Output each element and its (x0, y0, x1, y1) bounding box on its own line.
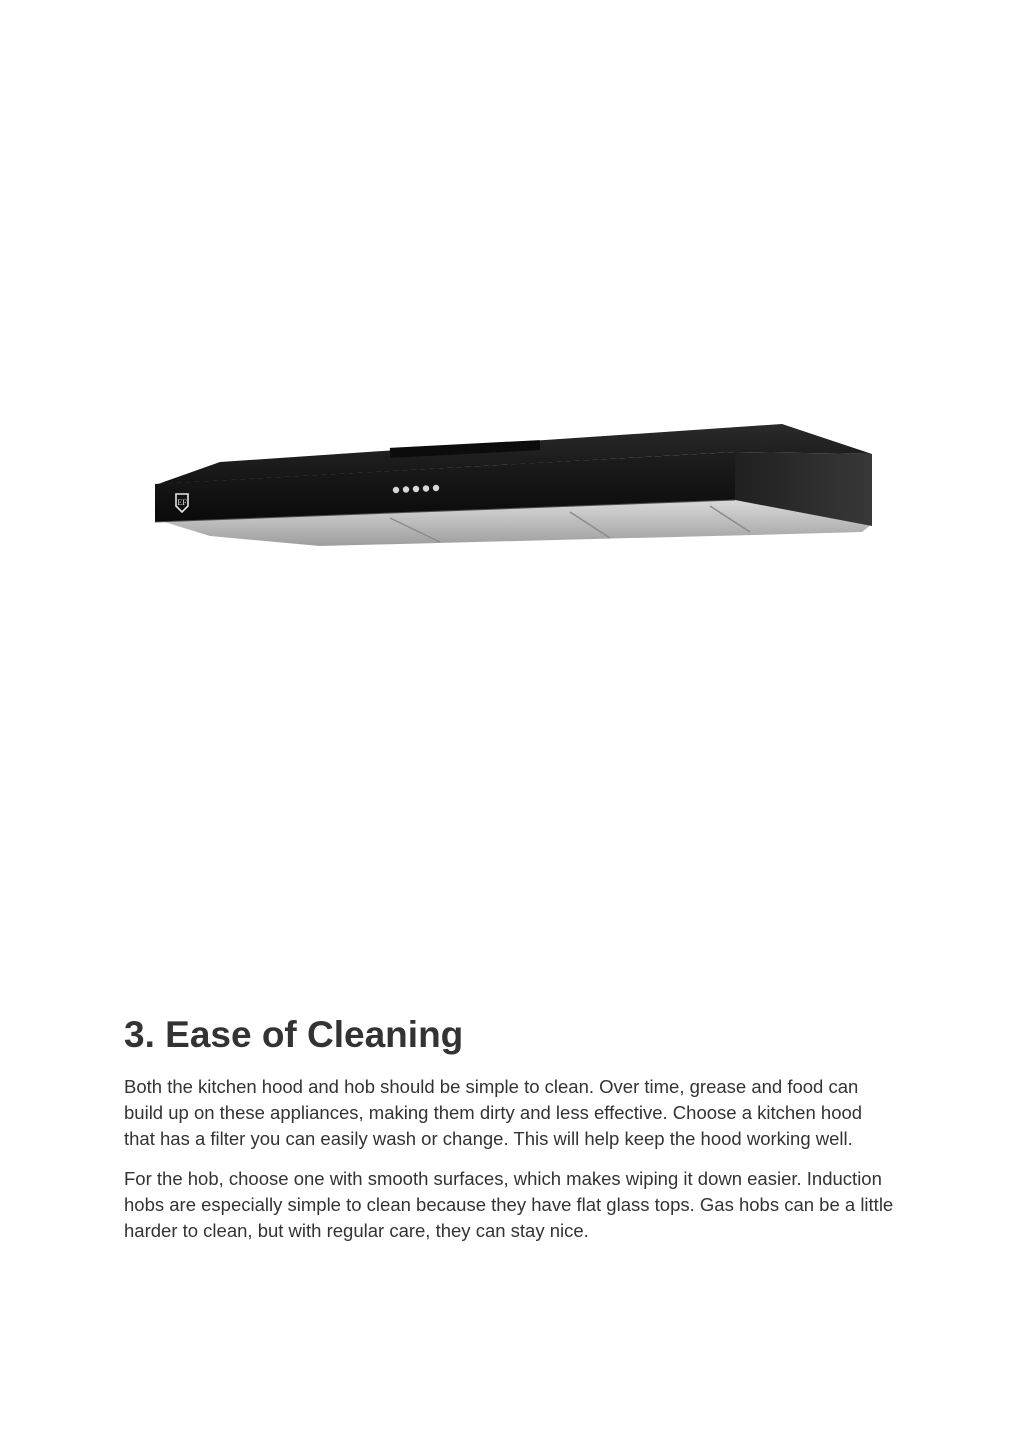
svg-text:EF: EF (177, 498, 187, 507)
button-4 (423, 485, 429, 491)
cooker-hood-image (150, 418, 880, 552)
paragraph-hob-cleaning: For the hob, choose one with smooth surfaces, which makes wiping it down easier. Induction hobs are especially simple to clean because they have flat glass tops. Gas hobs can be a little harder to clean, but with regular care, they can stay nice. (124, 1168, 894, 1241)
button-2 (403, 486, 409, 492)
section-heading: 3. Ease of Cleaning (124, 1014, 464, 1055)
button-5 (433, 485, 439, 491)
paragraph-hood-cleaning: Both the kitchen hood and hob should be simple to clean. Over time, grease and food can build up on these appliances, making them dirty and less effective. Choose a kitchen hood that has a filter you can easily wash or change. This will help keep the hood working well. (124, 1076, 863, 1149)
button-1 (393, 487, 399, 493)
button-3 (413, 486, 419, 492)
cooker-hood-illustration (150, 418, 880, 552)
article-section (124, 1012, 894, 1258)
